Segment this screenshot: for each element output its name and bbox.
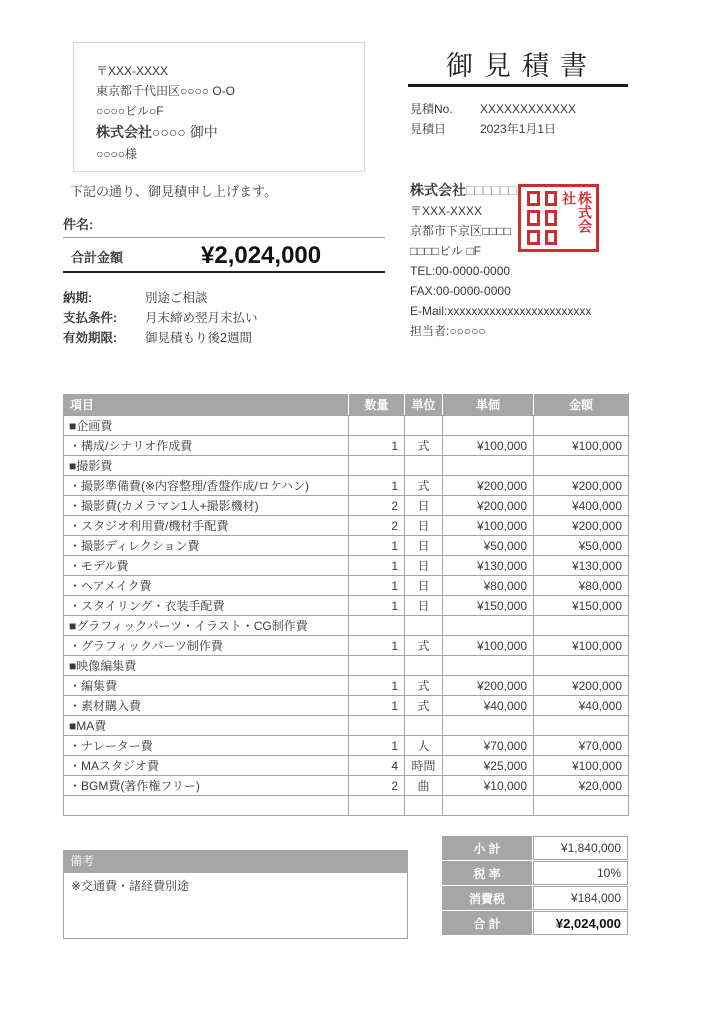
qty-cell: 1 (349, 596, 405, 616)
term-delivery: 納期: 別途ご相談 (63, 291, 208, 305)
item-cell: ・編集費 (64, 676, 349, 696)
unit-price-cell: ¥25,000 (443, 756, 534, 776)
items-table (63, 393, 629, 816)
unit-cell (405, 416, 443, 436)
item-row (64, 496, 629, 516)
item-row (64, 676, 629, 696)
item-cell: ■撮影費 (64, 456, 349, 476)
qty-cell (349, 656, 405, 676)
item-cell: ・撮影費(カメラマン1人+撮影機材) (64, 496, 349, 516)
unit-price-cell: ¥40,000 (443, 696, 534, 716)
unit-price-cell (443, 616, 534, 636)
amount-cell (534, 716, 629, 736)
sender-address-2: □□□□ビル □F (410, 244, 481, 258)
unit-price-cell: ¥70,000 (443, 736, 534, 756)
tax-rate-label: 税 率 (442, 861, 532, 885)
subject-row (63, 214, 385, 238)
sender-postal: 〒XXX-XXXX (410, 204, 483, 218)
qty-cell (349, 716, 405, 736)
unit-cell (405, 616, 443, 636)
unit-cell: 式 (405, 636, 443, 656)
term-validity: 有効期限: 御見積もり後2週間 (63, 331, 252, 345)
tax-amount-row (442, 886, 628, 910)
unit-price-cell: ¥50,000 (443, 536, 534, 556)
company-seal-stamp (518, 184, 599, 252)
section-row (64, 656, 629, 676)
total-value: ¥2,024,000 (533, 911, 628, 935)
section-row (64, 716, 629, 736)
subject-label: 件名: (63, 217, 94, 232)
qty-cell: 2 (349, 496, 405, 516)
unit-cell: 曲 (405, 776, 443, 796)
summary-block (442, 836, 628, 936)
item-row (64, 576, 629, 596)
grand-total-row (63, 243, 385, 273)
amount-cell: ¥200,000 (534, 676, 629, 696)
item-cell: ・撮影準備費(※内容整理/香盤作成/ロケハン) (64, 476, 349, 496)
item-row (64, 476, 629, 496)
terms-block (63, 288, 258, 348)
greeting-text: 下記の通り、御見積申し上げます。 (70, 184, 277, 199)
recipient-address-2: ○○○○ビル○F (96, 104, 164, 118)
qty-cell: 1 (349, 576, 405, 596)
unit-price-cell: ¥130,000 (443, 556, 534, 576)
item-row (64, 776, 629, 796)
document-title: 御見積書 (446, 51, 598, 81)
sender-person: 担当者:○○○○○ (410, 324, 486, 338)
grand-total-label: 合計金額 (71, 250, 124, 265)
grand-total-value: ¥2,024,000 (201, 242, 322, 269)
term-payment: 支払条件: 月末締め翌月末払い (63, 311, 258, 325)
unit-cell: 時間 (405, 756, 443, 776)
amount-cell (534, 796, 629, 816)
unit-cell: 日 (405, 516, 443, 536)
item-row (64, 596, 629, 616)
unit-cell (405, 716, 443, 736)
unit-price-cell (443, 656, 534, 676)
quote-date-value: 2023年1月1日 (480, 122, 557, 136)
column-header-qty: 数量 (349, 394, 405, 416)
amount-cell: ¥20,000 (534, 776, 629, 796)
seal-placeholder-square (545, 230, 558, 245)
unit-price-cell: ¥100,000 (443, 636, 534, 656)
amount-cell (534, 616, 629, 636)
quote-number-row (410, 99, 576, 119)
tax-rate-value: 10% (533, 861, 628, 885)
unit-price-cell: ¥100,000 (443, 516, 534, 536)
item-cell: ・素材購入費 (64, 696, 349, 716)
section-row (64, 456, 629, 476)
quote-meta (410, 99, 576, 139)
unit-cell: 日 (405, 576, 443, 596)
seal-placeholder-square (527, 230, 540, 245)
total-row (442, 911, 628, 935)
empty-row (64, 796, 629, 816)
seal-placeholder-square (527, 210, 540, 225)
amount-cell: ¥200,000 (534, 476, 629, 496)
amount-cell: ¥50,000 (534, 536, 629, 556)
amount-cell (534, 656, 629, 676)
subtotal-label: 小 計 (442, 836, 532, 860)
item-cell: ・BGM費(著作権フリー) (64, 776, 349, 796)
unit-cell (405, 456, 443, 476)
amount-cell: ¥100,000 (534, 436, 629, 456)
item-cell: ■企画費 (64, 416, 349, 436)
item-cell: ・ナレーター費 (64, 736, 349, 756)
seal-placeholder-square (545, 191, 558, 206)
qty-cell: 1 (349, 736, 405, 756)
unit-price-cell: ¥150,000 (443, 596, 534, 616)
unit-cell (405, 656, 443, 676)
qty-cell: 1 (349, 536, 405, 556)
qty-cell: 1 (349, 636, 405, 656)
seal-company-text: 株式会社 (561, 191, 593, 233)
tax-amount-value: ¥184,000 (533, 886, 628, 910)
qty-cell: 1 (349, 476, 405, 496)
items-table-body (64, 416, 629, 816)
amount-cell (534, 456, 629, 476)
item-row (64, 436, 629, 456)
column-header-unit: 単位 (405, 394, 443, 416)
recipient-postal: 〒XXX-XXXX (96, 64, 169, 78)
item-cell: ・グラフィックパーツ制作費 (64, 636, 349, 656)
column-header-unit-price: 単価 (443, 394, 534, 416)
unit-price-cell: ¥80,000 (443, 576, 534, 596)
unit-cell: 日 (405, 496, 443, 516)
item-row (64, 556, 629, 576)
quote-date-row (410, 119, 576, 139)
qty-cell (349, 456, 405, 476)
subtotal-value: ¥1,840,000 (533, 836, 628, 860)
amount-cell: ¥70,000 (534, 736, 629, 756)
subtotal-row (442, 836, 628, 860)
unit-cell: 式 (405, 676, 443, 696)
recipient-person: ○○○○様 (96, 147, 137, 161)
amount-cell: ¥100,000 (534, 756, 629, 776)
item-row (64, 536, 629, 556)
document-title-block (408, 44, 628, 83)
column-header-item: 項目 (64, 394, 349, 416)
amount-cell: ¥40,000 (534, 696, 629, 716)
title-underline (408, 84, 628, 87)
amount-cell: ¥200,000 (534, 516, 629, 536)
item-row (64, 736, 629, 756)
amount-cell: ¥100,000 (534, 636, 629, 656)
item-row (64, 756, 629, 776)
unit-cell: 日 (405, 536, 443, 556)
item-cell (64, 796, 349, 816)
seal-placeholder-squares (527, 191, 557, 245)
unit-price-cell (443, 796, 534, 816)
item-cell: ・スタジオ利用費/機材手配費 (64, 516, 349, 536)
unit-price-cell: ¥200,000 (443, 676, 534, 696)
tax-rate-row (442, 861, 628, 885)
item-row (64, 516, 629, 536)
total-label: 合 計 (442, 911, 532, 935)
unit-cell: 人 (405, 736, 443, 756)
unit-price-cell: ¥200,000 (443, 496, 534, 516)
unit-cell (405, 796, 443, 816)
item-cell: ・構成/シナリオ作成費 (64, 436, 349, 456)
recipient-block (73, 42, 365, 172)
qty-cell (349, 416, 405, 436)
qty-cell (349, 796, 405, 816)
unit-price-cell (443, 456, 534, 476)
column-header-amount: 金額 (534, 394, 629, 416)
unit-price-cell: ¥200,000 (443, 476, 534, 496)
qty-cell: 1 (349, 556, 405, 576)
unit-cell: 日 (405, 556, 443, 576)
qty-cell: 2 (349, 776, 405, 796)
item-cell: ■映像編集費 (64, 656, 349, 676)
quote-number-label: 見積No. (410, 102, 453, 116)
tax-amount-label: 消費税 (442, 886, 532, 910)
unit-price-cell (443, 416, 534, 436)
table-header-row (64, 394, 629, 416)
amount-cell: ¥400,000 (534, 496, 629, 516)
remarks-body: ※交通費・諸経費別途 (63, 873, 408, 939)
unit-cell: 式 (405, 436, 443, 456)
item-cell: ・スタイリング・衣装手配費 (64, 596, 349, 616)
amount-cell: ¥80,000 (534, 576, 629, 596)
recipient-company: 株式会社○○○○ 御中 (96, 124, 218, 140)
quote-date-label: 見積日 (410, 122, 447, 136)
sender-company: 株式会社□□□□□□ (410, 182, 517, 198)
amount-cell: ¥130,000 (534, 556, 629, 576)
unit-cell: 日 (405, 596, 443, 616)
qty-cell: 4 (349, 756, 405, 776)
section-row (64, 416, 629, 436)
seal-placeholder-square (545, 210, 558, 225)
item-cell: ■MA費 (64, 716, 349, 736)
qty-cell (349, 616, 405, 636)
remarks-block (63, 850, 408, 939)
qty-cell: 1 (349, 696, 405, 716)
unit-price-cell (443, 716, 534, 736)
item-cell: ・ヘアメイク費 (64, 576, 349, 596)
amount-cell: ¥150,000 (534, 596, 629, 616)
unit-price-cell: ¥10,000 (443, 776, 534, 796)
unit-price-cell: ¥100,000 (443, 436, 534, 456)
item-cell: ■グラフィックパーツ・イラスト・CG制作費 (64, 616, 349, 636)
sender-tel: TEL:00-0000-0000 (410, 264, 511, 278)
quote-number-value: XXXXXXXXXXXX (480, 102, 577, 116)
unit-cell: 式 (405, 696, 443, 716)
qty-cell: 1 (349, 436, 405, 456)
recipient-address-1: 東京都千代田区○○○○ O-O (96, 84, 235, 98)
item-row (64, 636, 629, 656)
seal-placeholder-square (527, 191, 540, 206)
section-row (64, 616, 629, 636)
sender-fax: FAX:00-0000-0000 (410, 284, 511, 298)
unit-cell: 式 (405, 476, 443, 496)
qty-cell: 2 (349, 516, 405, 536)
sender-email: E-Mail:xxxxxxxxxxxxxxxxxxxxxxxx (410, 304, 592, 318)
item-row (64, 696, 629, 716)
qty-cell: 1 (349, 676, 405, 696)
item-cell: ・MAスタジオ費 (64, 756, 349, 776)
item-cell: ・撮影ディレクション費 (64, 536, 349, 556)
amount-cell (534, 416, 629, 436)
remarks-header: 備考 (63, 850, 408, 873)
sender-address-1: 京都市下京区□□□□ (410, 224, 511, 238)
item-cell: ・モデル費 (64, 556, 349, 576)
